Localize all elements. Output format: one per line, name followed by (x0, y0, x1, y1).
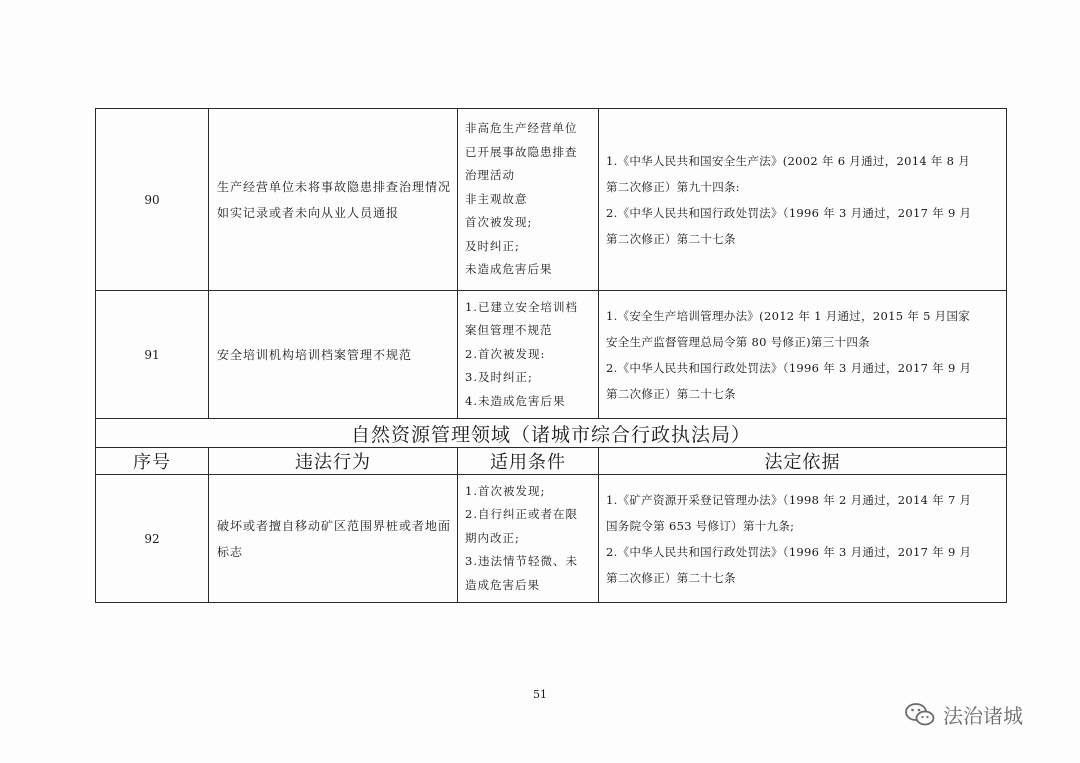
header-conditions: 适用条件 (458, 448, 599, 475)
legal-basis-cell (599, 475, 1007, 603)
watermark (905, 700, 1023, 729)
violation-text: 破坏或者擅自移动矿区范围界桩或者地面标志 (209, 475, 458, 603)
law-line: 第二次修正）第二十七条 (606, 386, 736, 401)
row-number: 92 (96, 475, 209, 603)
law-line: 国务院令第 653 号修订）第十九条; (606, 518, 795, 533)
page-number: 51 (533, 688, 547, 701)
section-title: 自然资源管理领域（诸城市综合行政执法局） (96, 419, 1007, 448)
condition-line: 未造成危害后果 (465, 262, 553, 277)
condition-line: 首次被发现; (465, 215, 533, 230)
condition-line: 3.及时纠正; (465, 370, 533, 385)
condition-line: 4.未造成危害后果 (465, 393, 566, 408)
table-row (96, 475, 1007, 603)
condition-line: 造成危害后果 (465, 577, 540, 592)
condition-line: 及时纠正; (465, 238, 520, 253)
table-row (96, 291, 1007, 419)
header-row (96, 448, 1007, 475)
law-line: 1.《矿产资源开采登记管理办法》（1998 年 2 月通过，2014 年 7 月 (606, 492, 972, 507)
header-legal-basis: 法定依据 (599, 448, 1007, 475)
law-line: 第二次修正）第二十七条 (606, 231, 736, 246)
condition-line: 1.首次被发现; (465, 483, 546, 498)
conditions-cell (458, 475, 599, 603)
condition-line: 2.自行纠正或者在限 (465, 507, 578, 522)
condition-line: 3.违法情节轻微、未 (465, 554, 578, 569)
law-line: 2.《中华人民共和国行政处罚法》（1996 年 3 月通过，2017 年 9 月 (606, 544, 972, 559)
legal-basis-cell (599, 109, 1007, 291)
law-line: 第二次修正）第九十四条: (606, 179, 740, 194)
watermark-text: 法治诸城 (943, 704, 1023, 728)
table-row (96, 109, 1007, 291)
wechat-icon (905, 702, 935, 728)
row-number: 91 (96, 291, 209, 419)
header-violation: 违法行为 (209, 448, 458, 475)
violation-text: 生产经营单位未将事故隐患排查治理情况如实记录或者未向从业人员通报 (209, 109, 458, 291)
law-line: 2.《中华人民共和国行政处罚法》（1996 年 3 月通过，2017 年 9 月 (606, 360, 972, 375)
section-row (96, 419, 1007, 448)
law-line: 1.《安全生产培训管理办法》(2012 年 1 月通过，2015 年 5 月国家 (606, 308, 971, 323)
conditions-cell (458, 109, 599, 291)
header-number: 序号 (96, 448, 209, 475)
penalty-table (95, 108, 1007, 603)
condition-line: 1.已建立安全培训档 (465, 299, 578, 314)
law-line: 第二次修正）第二十七条 (606, 570, 736, 585)
condition-line: 期内改正; (465, 530, 520, 545)
violation-text: 安全培训机构培训档案管理不规范 (209, 291, 458, 419)
law-line: 1.《中华人民共和国安全生产法》(2002 年 6 月通过，2014 年 8 月 (606, 153, 971, 168)
condition-line: 治理活动 (465, 168, 515, 183)
conditions-cell (458, 291, 599, 419)
law-line: 2.《中华人民共和国行政处罚法》（1996 年 3 月通过，2017 年 9 月 (606, 205, 972, 220)
condition-line: 2.首次被发现: (465, 346, 546, 361)
law-line: 安全生产监督管理总局令第 80 号修正)第三十四条 (606, 334, 870, 349)
condition-line: 非主观故意 (465, 191, 528, 206)
row-number: 90 (96, 109, 209, 291)
condition-line: 已开展事故隐患排查 (465, 144, 578, 159)
condition-line: 案但管理不规范 (465, 323, 553, 338)
condition-line: 非高危生产经营单位 (465, 121, 578, 136)
legal-basis-cell (599, 291, 1007, 419)
